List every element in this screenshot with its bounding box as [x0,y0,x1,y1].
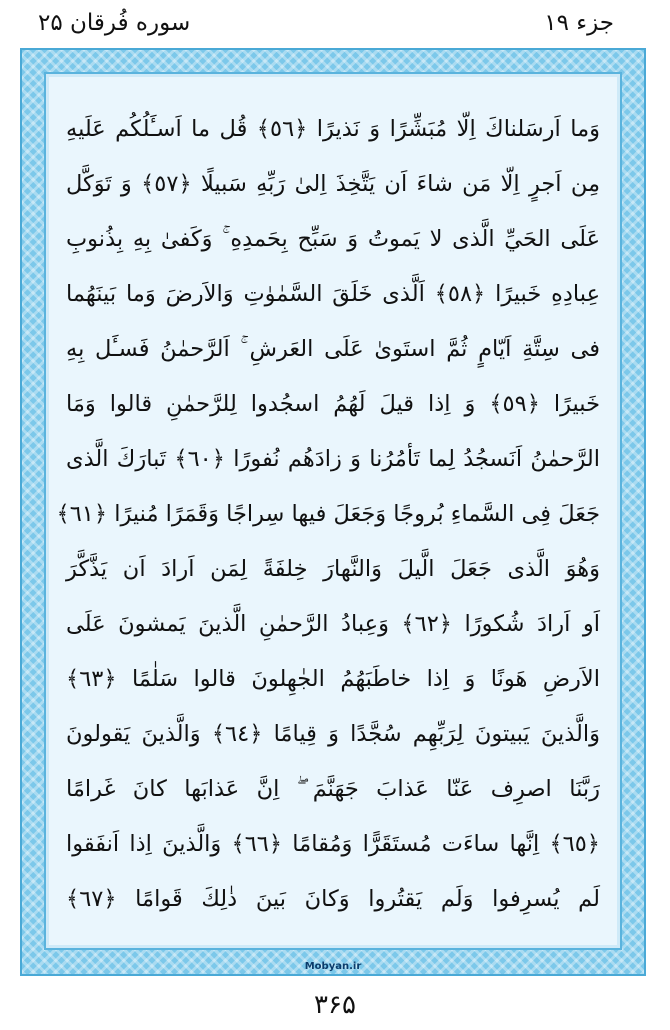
text-line-7: الرَّحمٰنُ اَنَسجُدُ لِما تَأمُرُنا وَ زادَهُم نُفورًا ﴿٦٠﴾ تَبارَكَ الَّذى [66,446,600,472]
text-line-15: لَم يُسرِفوا وَلَم يَقتُروا وَكانَ بَينَ ذٰلِكَ قَوامًا ﴿٦٧﴾ [66,886,600,912]
page-header [0,0,670,48]
page-number: ۳۶۵ [314,990,356,1020]
decorative-border-frame [20,48,646,976]
juz-label: جزء ۱۹ [544,10,614,36]
text-line-6: خَبيرًا ﴿٥٩﴾ وَ اِذا قيلَ لَهُمُ اسجُدوا لِلرَّحمٰنِ قالوا وَمَا [66,391,600,417]
text-line-9: وَهُوَ الَّذى جَعَلَ الَّيلَ وَالنَّهارَ خِلفَةً لِمَن اَرادَ اَن يَذَّكَّرَ [66,556,600,582]
text-line-10: اَو اَرادَ شُكورًا ﴿٦٢﴾ وَعِبادُ الرَّحمٰنِ الَّذينَ يَمشونَ عَلَى [66,611,600,637]
text-line-2: مِن اَجرٍ اِلّا مَن شاءَ اَن يَتَّخِذَ اِلىٰ رَبِّهِ سَبيلًا ﴿٥٧﴾ وَ تَوَكَّل [66,171,601,197]
quran-text-panel [44,72,622,950]
text-line-11: الاَرضِ هَونًا وَ اِذا خاطَبَهُمُ الجٰهِلونَ قالوا سَلٰمًا ﴿٦٣﴾ [66,666,600,692]
text-line-13: رَبَّنَا اصرِف عَنّا عَذابَ جَهَنَّمَ ۖ اِنَّ عَذابَها كانَ غَرامًا [66,776,600,802]
text-line-1: وَما اَرسَلناكَ اِلّا مُبَشِّرًا وَ نَذيرًا ﴿٥٦﴾ قُل ما اَسـَٔلُكُم عَلَيهِ [66,116,600,142]
text-line-4: عِبادِهِ خَبيرًا ﴿٥٨﴾ اَلَّذى خَلَقَ السَّمٰوٰتِ وَالاَرضَ وَما بَينَهُما [66,281,600,307]
text-line-14: ﴿٦٥﴾ اِنَّها ساءَت مُستَقَرًّا وَمُقامًا ﴿٦٦﴾ وَالَّذينَ اِذا اَنفَقوا [66,831,600,857]
text-line-3: عَلَى الحَيِّ الَّذى لا يَموتُ وَ سَبِّح بِحَمدِهِ ۚ وَكَفىٰ بِهِ بِذُنوبِ [66,226,600,252]
watermark: Mobyan.ir [304,961,362,972]
text-line-5: فى سِتَّةِ اَيّامٍ ثُمَّ استَوىٰ عَلَى العَرشِ ۚ اَلرَّحمٰنُ فَسـَٔل بِهِ [66,336,600,362]
text-line-8: جَعَلَ فِى السَّماءِ بُروجًا وَجَعَلَ فيها سِراجًا وَقَمَرًا مُنيرًا ﴿٦١﴾ [56,501,600,527]
text-line-12: وَالَّذينَ يَبيتونَ لِرَبِّهِم سُجَّدًا وَ قِيامًا ﴿٦٤﴾ وَالَّذينَ يَقولونَ [66,721,600,747]
surah-title: سوره فُرقان ۲۵ [38,10,191,36]
